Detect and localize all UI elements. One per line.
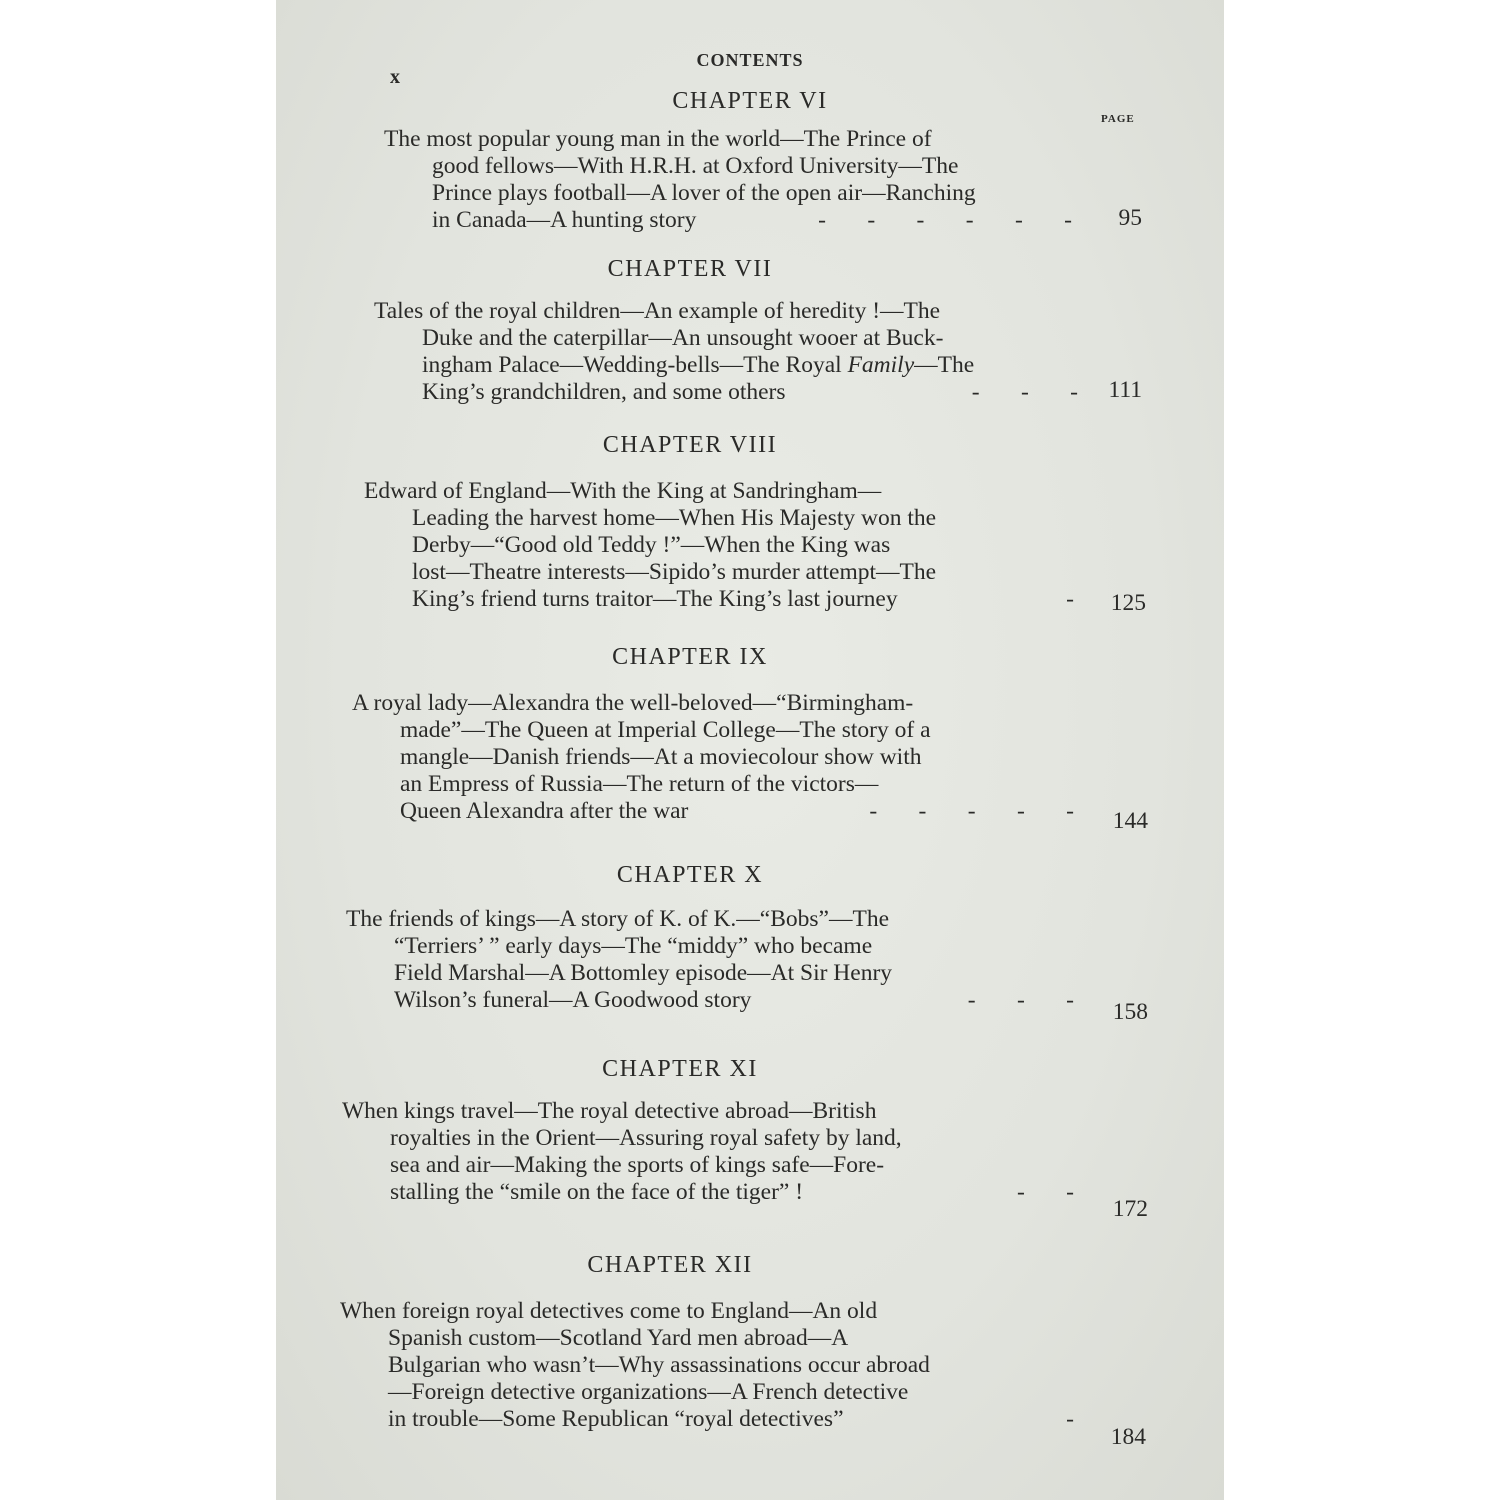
dot-leaders: - xyxy=(1066,586,1076,612)
chapter-summary xyxy=(364,478,1076,613)
summary-line-text: in Canada—A hunting story xyxy=(432,207,697,233)
summary-line xyxy=(352,798,1076,825)
dot-leaders: - xyxy=(1066,1406,1076,1432)
dot-leaders: - - - xyxy=(971,379,1080,405)
chapter-summary xyxy=(374,298,1080,406)
summary-line xyxy=(374,352,1080,379)
summary-line: Duke and the caterpillar—An unsought wooer at Buck- xyxy=(422,325,944,351)
summary-line: an Empress of Russia—The return of the victors— xyxy=(400,771,879,797)
summary-line: Field Marshal—A Bottomley episode—At Sir Henry xyxy=(394,960,893,986)
summary-line: The most popular young man in the world—The Prince of xyxy=(384,126,932,152)
summary-line xyxy=(346,987,1076,1014)
summary-line: When foreign royal detectives come to England—An old xyxy=(340,1298,878,1324)
summary-line: Edward of England—With the King at Sandringham— xyxy=(364,478,882,504)
summary-line xyxy=(342,1179,1076,1206)
summary-line: Leading the harvest home—When His Majesty won the xyxy=(412,505,937,531)
summary-line-text: ingham Palace—Wedding-bells—The Royal xyxy=(422,352,848,378)
summary-line: lost—Theatre interests—Sipido’s murder attempt—The xyxy=(412,559,937,585)
summary-line: The friends of kings—A story of K. of K.—“Bobs”—The xyxy=(346,906,890,932)
chapter-summary xyxy=(342,1098,1076,1206)
italic-word: Family xyxy=(847,352,915,378)
chapter-summary xyxy=(384,126,1074,234)
summary-line-text: in trouble—Some Republican “royal detectives” xyxy=(388,1406,844,1432)
summary-line xyxy=(384,207,1074,234)
page-folio: x xyxy=(390,66,400,88)
summary-line: Spanish custom—Scotland Yard men abroad—A xyxy=(388,1325,849,1351)
summary-line: When kings travel—The royal detective abroad—British xyxy=(342,1098,877,1124)
summary-line xyxy=(364,586,1076,613)
summary-line xyxy=(340,1406,1076,1433)
summary-line-text: stalling the “smile on the face of the tiger” ! xyxy=(390,1179,804,1205)
page-number: 125 xyxy=(1110,590,1146,616)
chapter-title: CHAPTER VIII xyxy=(602,432,778,458)
running-head: CONTENTS xyxy=(696,50,804,70)
summary-line-text: Wilson’s funeral—A Goodwood story xyxy=(394,987,752,1013)
page-number: 172 xyxy=(1112,1196,1148,1222)
dot-leaders: - - - - - xyxy=(869,798,1076,824)
chapter-title: CHAPTER XI xyxy=(602,1056,758,1082)
summary-line: Prince plays football—A lover of the open air—Ranching xyxy=(432,180,976,206)
chapter-title: CHAPTER VII xyxy=(607,256,773,282)
summary-line: mangle—Danish friends—At a moviecolour show with xyxy=(400,744,922,770)
page-number: 95 xyxy=(1118,205,1142,231)
summary-line: —Foreign detective organizations—A French detective xyxy=(388,1379,909,1405)
summary-line: “Terriers’ ” early days—The “middy” who became xyxy=(394,933,873,959)
summary-line-text: Queen Alexandra after the war xyxy=(400,798,689,824)
book-page xyxy=(276,0,1224,1500)
dot-leaders: - - xyxy=(1016,1179,1076,1205)
summary-line: Bulgarian who wasn’t—Why assassinations occur abroad xyxy=(388,1352,930,1378)
summary-line: good fellows—With H.R.H. at Oxford University—The xyxy=(432,153,959,179)
chapter-title: CHAPTER IX xyxy=(612,644,768,670)
page-column-label: PAGE xyxy=(1101,113,1135,125)
summary-line: made”—The Queen at Imperial College—The story of a xyxy=(400,717,931,743)
chapter-title: CHAPTER X xyxy=(616,862,764,888)
chapter-summary xyxy=(346,906,1076,1014)
dot-leaders: - - - xyxy=(967,987,1076,1013)
summary-line-tail: —The xyxy=(914,352,975,378)
page-number: 111 xyxy=(1108,377,1142,403)
chapter-title: CHAPTER VI xyxy=(672,88,828,114)
dot-leaders: - - - - - - xyxy=(818,207,1074,233)
summary-line: royalties in the Orient—Assuring royal safety by land, xyxy=(390,1125,902,1151)
summary-line-text: King’s friend turns traitor—The King’s last journey xyxy=(412,586,898,612)
chapter-summary xyxy=(352,690,1076,825)
summary-line xyxy=(374,379,1080,406)
summary-line: A royal lady—Alexandra the well-beloved—“Birmingham- xyxy=(352,690,914,716)
summary-line: Derby—“Good old Teddy !”—When the King was xyxy=(412,532,891,558)
summary-line-text: King’s grandchildren, and some others xyxy=(422,379,786,405)
page-number: 144 xyxy=(1112,808,1148,834)
summary-line: sea and air—Making the sports of kings safe—Fore- xyxy=(390,1152,885,1178)
chapter-summary xyxy=(340,1298,1076,1433)
page-number: 184 xyxy=(1110,1424,1146,1450)
summary-line: Tales of the royal children—An example of heredity !—The xyxy=(374,298,941,324)
page-number: 158 xyxy=(1112,999,1148,1025)
chapter-title: CHAPTER XII xyxy=(587,1252,753,1278)
